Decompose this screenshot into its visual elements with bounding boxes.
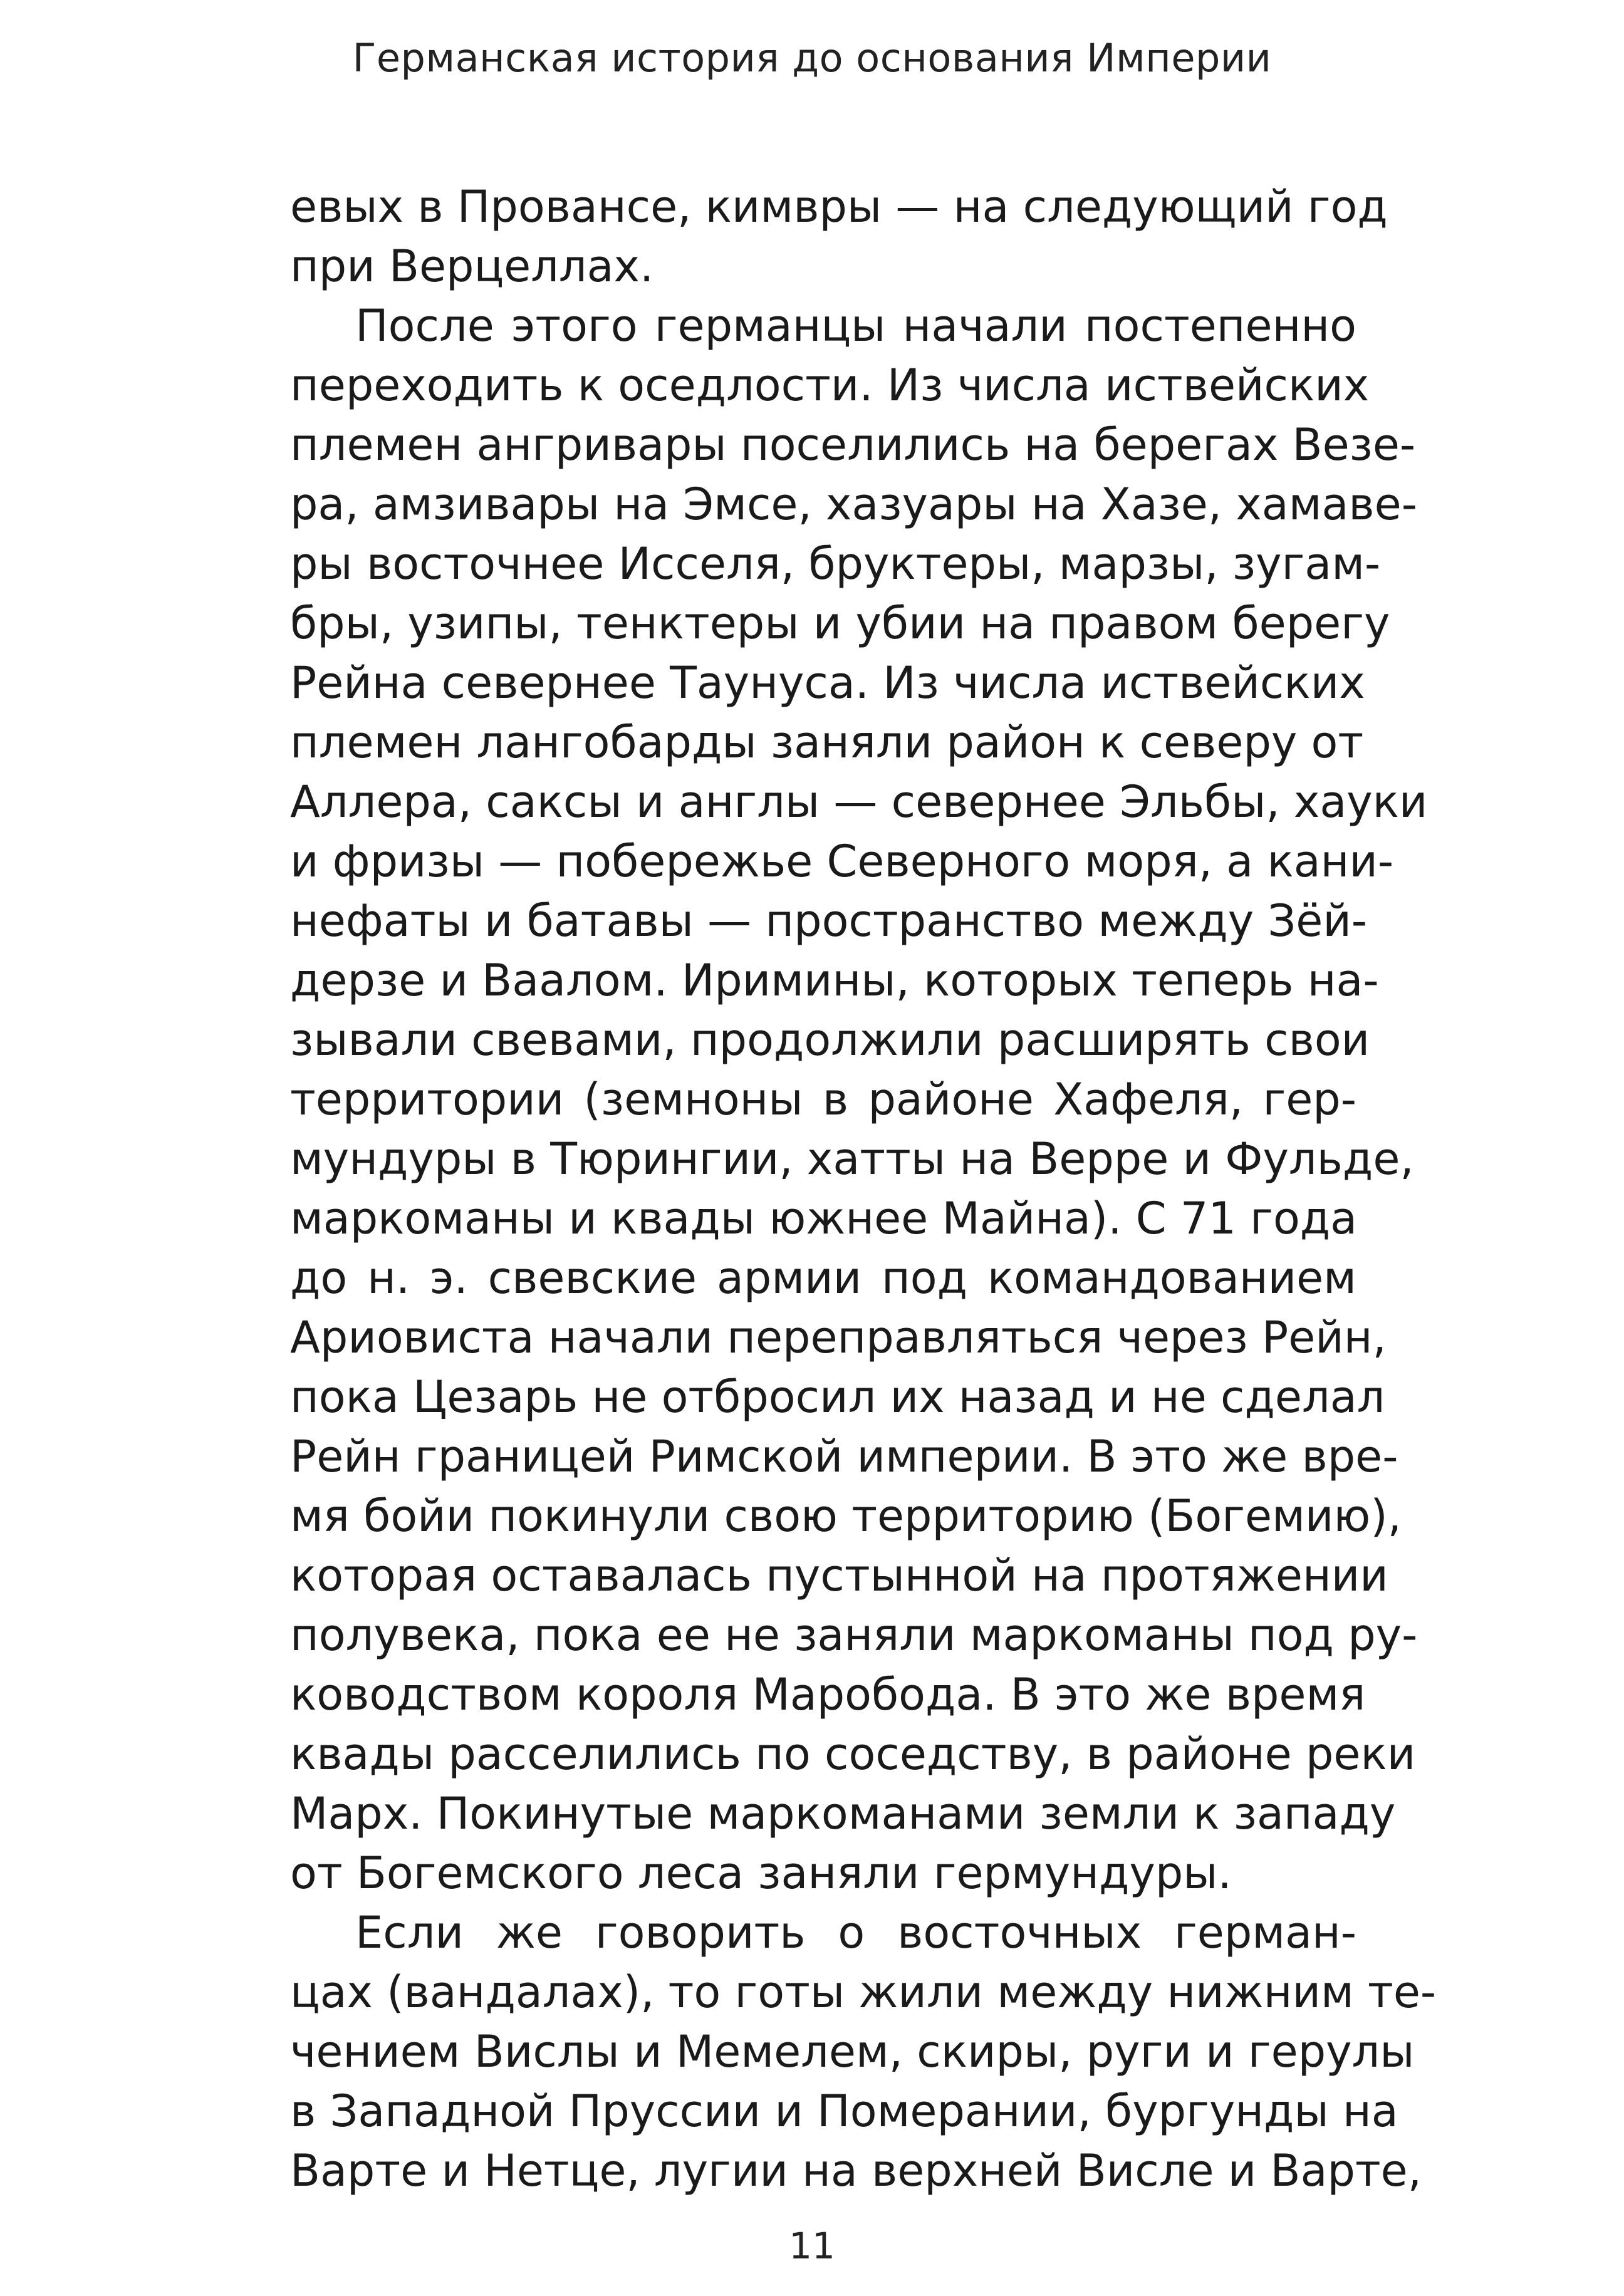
text-line: до н. э. свевские армии под командованием xyxy=(290,1252,1356,1304)
text-line: мя бойи покинули свою территорию (Богемию), xyxy=(290,1490,1402,1542)
text-line: зывали свевами, продолжили расширять свои xyxy=(290,1014,1370,1066)
text-line: которая оставалась пустынной на протяжении xyxy=(290,1550,1388,1601)
text-line: при Верцеллах. xyxy=(290,241,654,292)
text-line: Рейн границей Римской империи. В это же вре- xyxy=(290,1431,1398,1482)
text-line-paragraph-start: Если же говорить о восточных герман- xyxy=(355,1907,1356,1958)
body-text xyxy=(290,177,1437,2201)
text-line: и фризы — побережье Северного моря, а кани- xyxy=(290,836,1394,887)
text-line: ководством короля Маробода. В это же время xyxy=(290,1669,1366,1720)
text-line: цах (вандалах), то готы жили между нижним те- xyxy=(290,1966,1437,2018)
text-line: нефаты и батавы — пространство между Зёй- xyxy=(290,895,1368,947)
text-line: территории (земноны в районе Хафеля, гер- xyxy=(290,1074,1356,1125)
text-line: Марх. Покинутые маркоманами земли к западу xyxy=(290,1788,1396,1839)
text-line: Рейна севернее Таунуса. Из числа иствейских xyxy=(290,657,1365,709)
text-line: племен лангобарды заняли район к северу от xyxy=(290,717,1364,768)
text-line: от Богемского леса заняли гермундуры. xyxy=(290,1847,1232,1899)
text-line: ра, амзивары на Эмсе, хазуары на Хазе, хамаве- xyxy=(290,479,1417,530)
text-line: Варте и Нетце, лугии на верхней Висле и Варте, xyxy=(290,2145,1422,2196)
text-line: маркоманы и квады южнее Майна). С 71 года xyxy=(290,1193,1358,1244)
text-line: чением Вислы и Мемелем, скиры, руги и герулы xyxy=(290,2026,1415,2077)
page-number: 11 xyxy=(789,2225,835,2267)
text-line: полувека, пока ее не заняли маркоманы под ру- xyxy=(290,1609,1418,1661)
text-line: ры восточнее Исселя, бруктеры, марзы, зугам- xyxy=(290,538,1381,590)
text-line: дерзе и Ваалом. Иримины, которых теперь на- xyxy=(290,955,1379,1006)
text-line: Аллера, саксы и англы — севернее Эльбы, хауки xyxy=(290,776,1428,828)
running-header: Германская история до основания Империи xyxy=(352,35,1272,81)
text-line: пока Цезарь не отбросил их назад и не сделал xyxy=(290,1371,1385,1423)
text-line: квады расселились по соседству, в районе реки xyxy=(290,1728,1416,1780)
text-line: племен ангривары поселились на берегах Везе- xyxy=(290,419,1416,470)
text-line: Ариовиста начали переправляться через Рейн, xyxy=(290,1312,1387,1363)
text-line: переходить к оседлости. Из числа иствейских xyxy=(290,360,1370,411)
text-line-paragraph-start: После этого германцы начали постепенно xyxy=(355,300,1356,351)
text-line: в Западной Пруссии и Померании, бургунды на xyxy=(290,2086,1398,2137)
text-line: бры, узипы, тенктеры и убии на правом берегу xyxy=(290,598,1390,649)
text-line: мундуры в Тюрингии, хатты на Верре и Фульде, xyxy=(290,1133,1414,1185)
text-line: евых в Провансе, кимвры — на следующий год xyxy=(290,181,1388,232)
